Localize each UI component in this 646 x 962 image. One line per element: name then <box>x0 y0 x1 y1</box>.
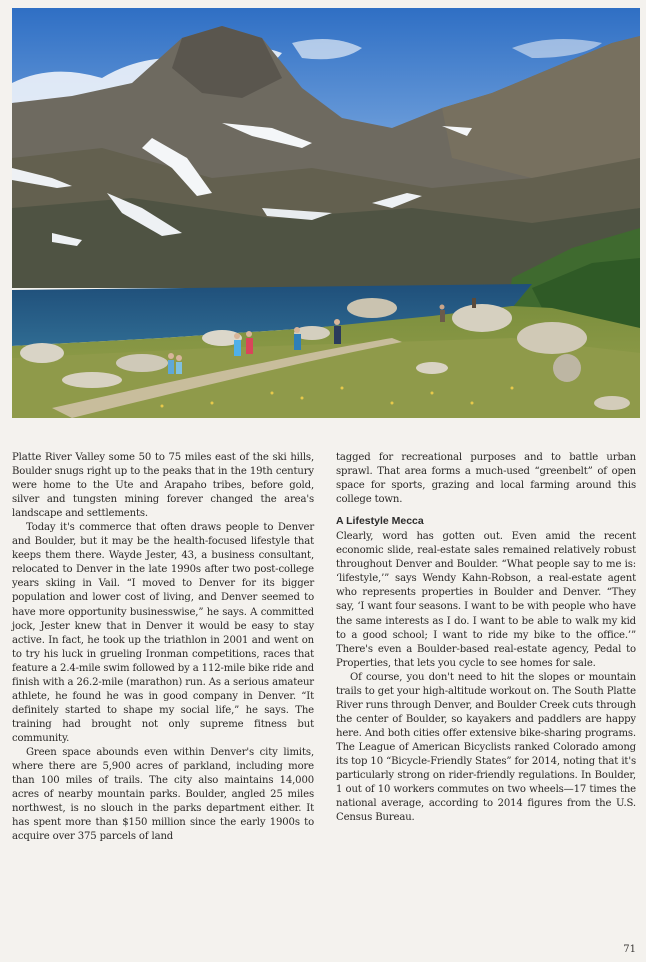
article-paragraph: Green space abounds even within Denver's city limits, where there are 5,900 acres of parkland, including more than 100 miles of trails. The city also maintains 14,000 acres of nearby mountain parks. Boulder, angled 25 miles northwest, is no slouch in the parks department either. It has spent more than $150 million since the early 1900s to acquire over 375 parcels of land <box>12 746 314 843</box>
article-paragraph: tagged for recreational purposes and to battle urban sprawl. That area forms a much-used “greenbelt” of open space for sports, grazing and local farming around this college town. <box>336 452 636 506</box>
page-number: 71 <box>623 944 636 955</box>
article-column-left <box>12 451 314 844</box>
article-column-right <box>336 451 636 825</box>
article-paragraph: Platte River Valley some 50 to 75 miles east of the ski hills, Boulder snugs right up to the peaks that in the 19th century were home to the Ute and Arapaho tribes, before gold, silver and tungsten mining forever changed the area's landscape and settlements. <box>12 452 314 520</box>
article-paragraph: Clearly, word has gotten out. Even amid the recent economic slide, real-estate sales remained relatively robust throughout Denver and Boulder. “What people say to me is: ‘lifestyle,’” says Wendy Kahn-Robson, a real-estate agent who represents properties in Boulder and Denver. “They say, ‘I want four seasons. I want to be with people who have the same interests as I do. I want to be able to walk my kid to a good school; I want to ride my bike to the office.’” There's even a Boulder-based real-estate agency, Pedal to Properties, that lets you cycle to see homes for sale. <box>336 531 636 669</box>
mountain-lake-photo <box>12 8 640 418</box>
mountain-lake-hikers-photo <box>12 8 640 418</box>
article-paragraph: Today it's commerce that often draws people to Denver and Boulder, but it may be the health-focused lifestyle that keeps them there. Wayde Jester, 43, a business consultant, relocated to Denver in the late 1990s after two post-college years skiing in Vail. “I moved to Denver for its bigger population and lower cost of living, and Denver seemed to have more opportunity businesswise,” he says. A committed jock, Jester knew that in Denver it would be easy to stay active. In fact, he took up the triathlon in 2001 and went on to try his luck in grueling Ironman competitions, races that feature a 2.4-mile swim followed by a 112-mile bike ride and finish with a 26.2-mile (marathon) run. As a serious amateur athlete, he found he was in good company in Denver. “It definitely started to shape my social life,” he says. The training had brought not only supreme fitness but community. <box>12 522 314 744</box>
article-paragraph: Of course, you don't need to hit the slopes or mountain trails to get your high-altitude workout on. The South Platte River runs through Denver, and Boulder Creek cuts through the center of Boulder, so kayakers and paddlers are happy here. And both cities offer extensive bike-sharing programs. The League of American Bicyclists ranked Colorado among its top 10 “Bicycle-Friendly States” for 2014, noting that it's particularly strong on rider-friendly regulations. In Boulder, 1 out of 10 workers commutes on two wheels—17 times the national average, according to 2014 figures from the U.S. Census Bureau. <box>336 671 636 824</box>
section-subhead: A Lifestyle Mecca <box>336 515 424 528</box>
